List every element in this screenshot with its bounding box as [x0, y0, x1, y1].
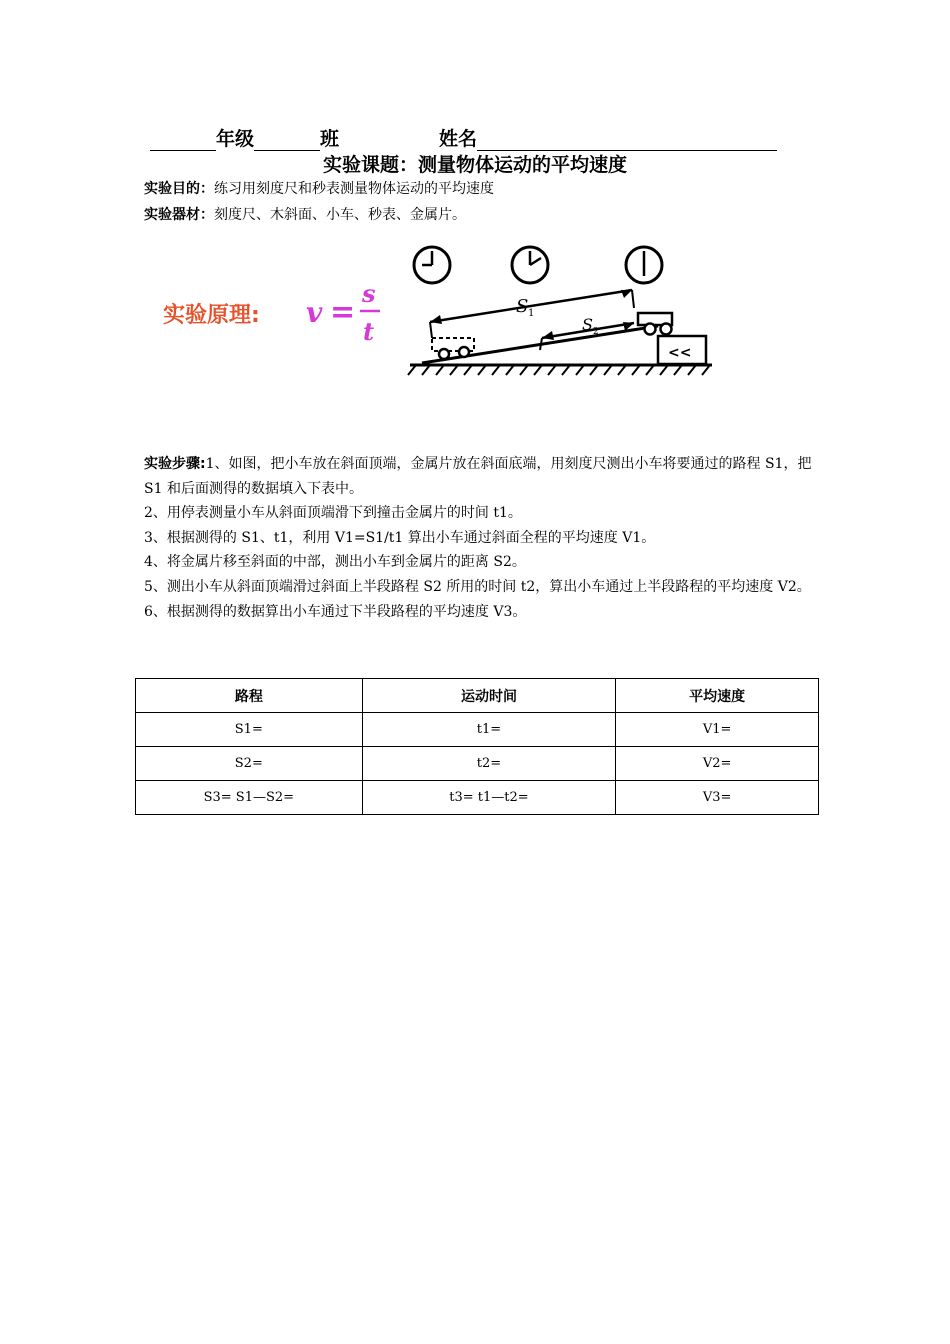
table-header-row: [136, 679, 819, 713]
cell-v2[interactable]: V2=: [616, 747, 819, 781]
cell-v1[interactable]: V1=: [616, 713, 819, 747]
purpose-label: 实验目的：: [144, 181, 214, 197]
purpose-line: [144, 178, 494, 198]
measurement-table: [135, 678, 819, 815]
step-text-1: 1、如图，把小车放在斜面顶端，金属片放在斜面底端，用刻度尺测出小车将要通过的路程 S1，把 S1 和后面测得的数据填入下表中。: [144, 456, 812, 497]
support-block: [658, 336, 706, 364]
step-item-3: 3、根据测得的 S1、t1，利用 V1=S1/t1 算出小车通过斜面全程的平均速度 V1。: [144, 529, 656, 546]
cell-s3[interactable]: S3= S1—S2=: [136, 781, 363, 815]
step-item-6: 6、根据测得的数据算出小车通过下半段路程的平均速度 V3。: [144, 603, 527, 620]
steps-section: [144, 452, 824, 624]
grade-blank[interactable]: [150, 130, 216, 151]
page-title: 实验课题：测量物体运动的平均速度: [322, 154, 627, 176]
ground: [408, 365, 712, 375]
equipment-line: [144, 204, 466, 224]
incline-experiment-diagram: [402, 238, 720, 386]
step-item-4: 4、将金属片移至斜面的中部，测出小车到金属片的距离 S2。: [144, 554, 526, 571]
grade-label: 年级: [216, 128, 255, 150]
steps-label: 实验步骤:: [144, 456, 206, 472]
purpose-text: 练习用刻度尺和秒表测量物体运动的平均速度: [214, 181, 494, 197]
step-item-2: 2、用停表测量小车从斜面顶端滑下到撞击金属片的时间 t1。: [144, 505, 522, 522]
step-item-1: [144, 452, 824, 501]
velocity-formula: [300, 280, 390, 350]
formula-t: t: [363, 317, 375, 346]
table-row: [136, 713, 819, 747]
table-row: [136, 781, 819, 815]
table-row: [136, 747, 819, 781]
label-s2-sub: 2: [593, 327, 599, 337]
formula-equals: =: [330, 295, 356, 330]
class-blank[interactable]: [254, 130, 320, 151]
cell-v3[interactable]: V3=: [616, 781, 819, 815]
equipment-text: 刻度尺、木斜面、小车、秒表、金属片。: [214, 207, 466, 223]
cart-bottom: [432, 338, 474, 359]
cart-top: [638, 313, 672, 335]
stopwatch-2-icon: [512, 247, 548, 283]
header-speed: 平均速度: [616, 679, 819, 713]
cell-s2[interactable]: S2=: [136, 747, 363, 781]
principle-label: 实验原理:: [163, 303, 260, 328]
stopwatch-3-icon: [626, 247, 662, 283]
label-s1-sub: 1: [528, 308, 535, 319]
name-blank[interactable]: [477, 130, 777, 151]
formula-s: s: [362, 280, 376, 308]
cell-t1[interactable]: t1=: [362, 713, 616, 747]
cell-s1[interactable]: S1=: [136, 713, 363, 747]
header-line: [150, 124, 830, 152]
label-s2: S: [582, 315, 593, 334]
name-label: 姓名: [439, 128, 478, 150]
cell-t2[interactable]: t2=: [362, 747, 616, 781]
step-item-5: 5、测出小车从斜面顶端滑过斜面上半段路程 S2 所用的时间 t2，算出小车通过上半段路程的平均速度 V2。: [144, 578, 811, 595]
cell-t3[interactable]: t3= t1—t2=: [362, 781, 616, 815]
equipment-label: 实验器材：: [144, 207, 214, 223]
class-label: 班: [320, 128, 340, 150]
block-arrows: <<: [668, 345, 692, 361]
stopwatch-1-icon: [414, 247, 450, 283]
label-s1: S: [516, 296, 529, 317]
header-time: 运动时间: [362, 679, 616, 713]
formula-v: v: [306, 296, 323, 329]
header-distance: 路程: [136, 679, 363, 713]
